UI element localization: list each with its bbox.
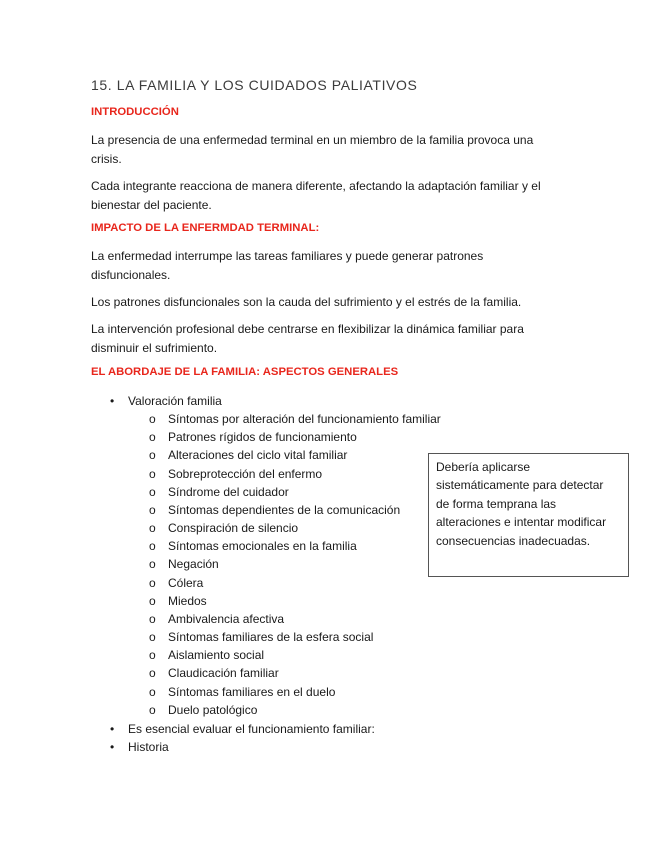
paragraph-line: disfuncionales. (91, 267, 171, 282)
note-box (428, 453, 629, 577)
sub-marker: o (149, 503, 156, 517)
sub-marker: o (149, 612, 156, 626)
section-heading-abordaje: EL ABORDAJE DE LA FAMILIA: ASPECTOS GENERALES (91, 366, 399, 378)
sub-marker: o (149, 521, 156, 535)
sub-marker: o (149, 557, 156, 571)
paragraph-line: disminuir el sufrimiento. (91, 340, 218, 355)
sub-marker: o (149, 648, 156, 662)
page-title: 15. LA FAMILIA Y LOS CUIDADOS PALIATIVOS (91, 77, 418, 93)
sub-item-text: Síndrome del cuidador (168, 485, 289, 499)
sub-marker: o (149, 412, 156, 426)
sub-item-text: Patrones rígidos de funcionamiento (168, 430, 357, 444)
bullet-marker: • (110, 722, 115, 736)
paragraph (91, 131, 561, 168)
bullet-marker: • (110, 394, 115, 408)
paragraph-line: bienestar del paciente. (91, 197, 212, 212)
sub-item-text: Cólera (168, 576, 204, 590)
sub-marker: o (149, 485, 156, 499)
paragraph-line: Los patrones disfuncionales son la cauda del sufrimiento y el estrés de la familia. (91, 295, 522, 309)
paragraph (91, 177, 561, 214)
sub-marker: o (149, 539, 156, 553)
sub-item-text: Síntomas familiares en el duelo (168, 685, 336, 699)
sub-item-text: Aislamiento social (168, 648, 265, 662)
sub-marker: o (149, 703, 156, 717)
paragraph-line: La intervención profesional debe centrarse en flexibilizar la dinámica familiar para (91, 322, 524, 336)
sub-item-text: Miedos (168, 594, 207, 608)
bullet-text: Historia (128, 740, 169, 754)
sub-item-text: Claudicación familiar (168, 666, 279, 680)
note-line: Debería aplicarse (436, 460, 531, 474)
note-line: de forma temprana las (436, 496, 557, 511)
sub-item-text: Negación (168, 557, 219, 571)
note-line: sistemáticamente para detectar (436, 478, 604, 493)
sub-marker: o (149, 448, 156, 462)
sub-item-text: Síntomas emocionales en la familia (168, 539, 357, 553)
sub-item-text: Conspiración de silencio (168, 521, 299, 535)
paragraph-line: Cada integrante reacciona de manera diferente, afectando la adaptación familiar y el (91, 179, 541, 193)
note-line: consecuencias inadecuadas. (436, 533, 591, 548)
sub-item-text: Síntomas familiares de la esfera social (168, 630, 374, 644)
bullet-text: Valoración familia (128, 394, 222, 408)
sub-marker: o (149, 467, 156, 481)
section-heading-impacto: IMPACTO DE LA ENFERMDAD TERMINAL: (91, 222, 320, 234)
sub-item-text: Alteraciones del ciclo vital familiar (168, 448, 348, 462)
paragraph-line: crisis. (91, 151, 122, 166)
paragraph-line: La enfermedad interrumpe las tareas familiares y puede generar patrones (91, 249, 484, 263)
note-line: alteraciones e intentar modificar (436, 515, 607, 530)
paragraph (91, 247, 561, 284)
paragraph (91, 320, 561, 357)
sub-item-text: Sobreprotección del enfermo (168, 467, 323, 481)
sub-item-text: Duelo patológico (168, 703, 258, 717)
bullet-marker: • (110, 740, 115, 754)
sub-marker: o (149, 576, 156, 590)
sub-marker: o (149, 594, 156, 608)
sub-item-text: Ambivalencia afectiva (168, 612, 285, 626)
sub-item-text: Síntomas por alteración del funcionamiento familiar (168, 412, 441, 426)
section-heading-introduccion: INTRODUCCIÓN (91, 106, 179, 118)
sub-marker: o (149, 630, 156, 644)
sub-marker: o (149, 666, 156, 680)
sub-marker: o (149, 685, 156, 699)
paragraph (91, 293, 561, 312)
paragraph-line: La presencia de una enfermedad terminal en un miembro de la familia provoca una (91, 133, 534, 147)
sub-item-text: Síntomas dependientes de la comunicación (168, 503, 401, 517)
sub-marker: o (149, 430, 156, 444)
bullet-text: Es esencial evaluar el funcionamiento familiar: (128, 722, 375, 736)
